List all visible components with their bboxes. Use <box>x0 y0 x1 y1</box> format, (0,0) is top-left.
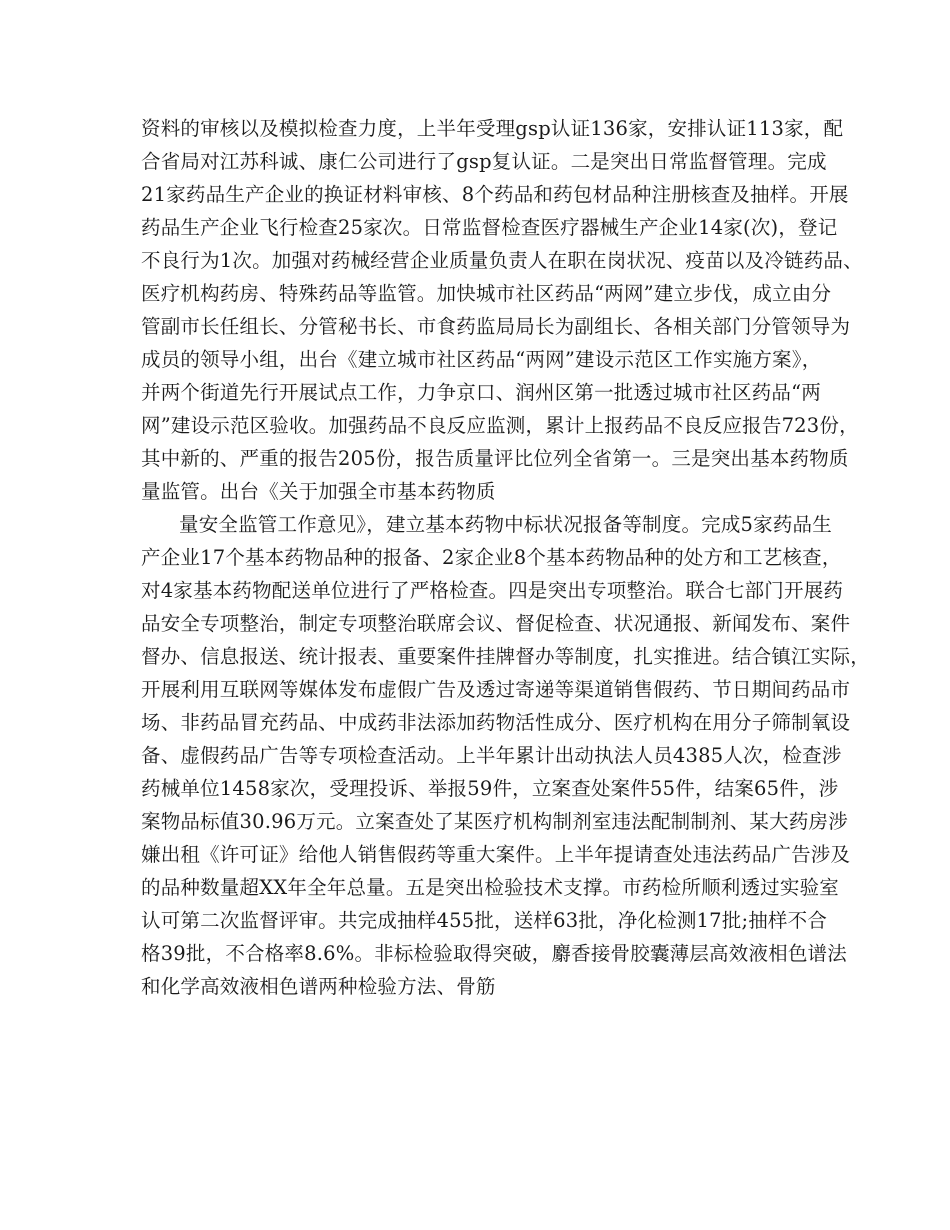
text-line: 合省局对江苏科诚、康仁公司进行了gsp复认证。二是突出日常监督管理。完成 <box>141 150 827 173</box>
text-line: 的品种数量超XX年全年总量。五是突出检验技术支撑。市药检所顺利透过实验室 <box>141 876 839 899</box>
text-line: 督办、信息报送、统计报表、重要案件挂牌督办等制度，扎实推进。结合镇江实际， <box>141 645 870 668</box>
text-line: 管副市长任组长、分管秘书长、市食药监局局长为副组长、各相关部门分管领导为 <box>141 315 851 338</box>
text-line: 其中新的、严重的报告205份，报告质量评比位列全省第一。三是突出基本药物质 <box>141 447 849 470</box>
text-line: 开展利用互联网等媒体发布虚假广告及透过寄递等渠道销售假药、节日期间药品市 <box>141 678 851 701</box>
text-line: 成员的领导小组，出台《建立城市社区药品“两网”建设示范区工作实施方案》， <box>141 348 822 371</box>
text-line: 医疗机构药房、特殊药品等监管。加快城市社区药品“两网”建立步伐，成立由分 <box>141 282 832 305</box>
paragraph-first-line: 量安全监管工作意见》，建立基本药物中标状况报备等制度。完成5家药品生 <box>179 513 832 536</box>
text-line: 嫌出租《许可证》给他人销售假药等重大案件。上半年提请查处违法药品广告涉及 <box>141 843 851 866</box>
text-line: 并两个街道先行开展试点工作，力争京口、润州区第一批透过城市社区药品“两 <box>141 381 821 404</box>
text-line: 和化学高效液相色谱两种检验方法、骨筋 <box>141 975 496 998</box>
text-line: 不良行为1次。加强对药械经营企业质量负责人在职在岗状况、疫苗以及冷链药品、 <box>141 249 863 272</box>
text-line: 量监管。出台《关于加强全市基本药物质 <box>141 480 496 503</box>
text-line: 品安全专项整治，制定专项整治联席会议、督促检查、状况通报、新闻发布、案件 <box>141 612 851 635</box>
text-line: 药械单位1458家次，受理投诉、举报59件，立案查处案件55件，结案65件，涉 <box>141 777 839 800</box>
text-line: 资料的审核以及模拟检查力度，上半年受理gsp认证136家，安排认证113家，配 <box>141 117 844 140</box>
text-line: 案物品标值30.96万元。立案查处了某医疗机构制剂室违法配制制剂、某大药房涉 <box>141 810 848 833</box>
text-line: 对4家基本药物配送单位进行了严格检查。四是突出专项整治。联合七部门开展药 <box>141 579 844 602</box>
text-line: 格39批，不合格率8.6%。非标检验取得突破，麝香接骨胶囊薄层高效液相色谱法 <box>141 942 847 965</box>
text-line: 21家药品生产企业的换证材料审核、8个药品和药包材品种注册核查及抽样。开展 <box>141 183 849 206</box>
text-line: 备、虚假药品广告等专项检查活动。上半年累计出动执法人员4385人次，检查涉 <box>141 744 842 767</box>
text-line: 产企业17个基本药物品种的报备、2家企业8个基本药物品种的处方和工艺核查， <box>141 546 842 569</box>
text-line: 认可第二次监督评审。共完成抽样455批，送样63批，净化检测17批;抽样不合 <box>141 909 828 932</box>
text-line: 场、非药品冒充药品、中成药非法添加药物活性成分、医疗机构在用分子筛制氧设 <box>141 711 851 734</box>
text-line: 网”建设示范区验收。加强药品不良反应监测，累计上报药品不良反应报告723份， <box>141 414 859 437</box>
text-line: 药品生产企业飞行检查25家次。日常监督检查医疗器械生产企业14家(次)，登记 <box>141 216 838 239</box>
